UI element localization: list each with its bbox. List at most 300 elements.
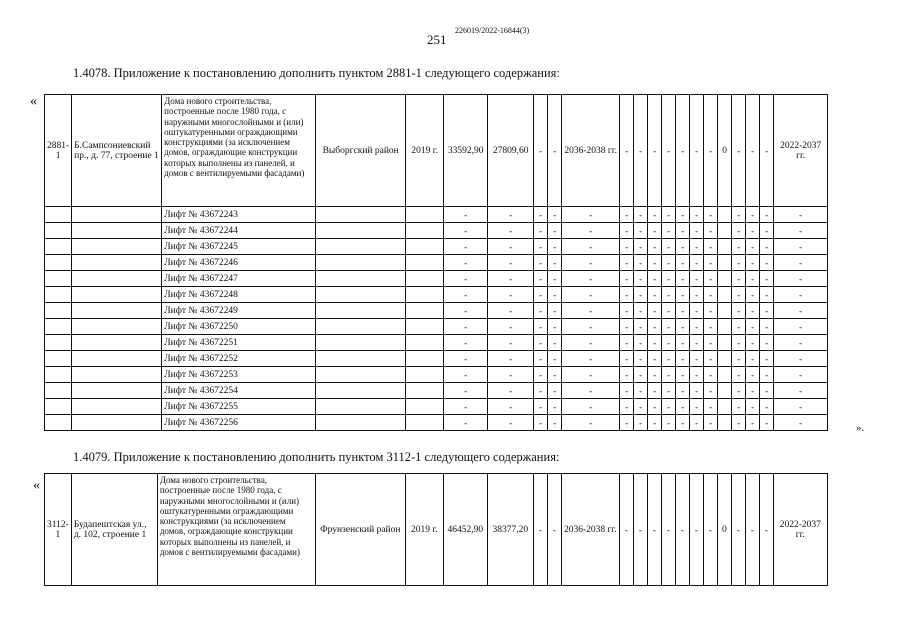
dash-cell: - — [620, 351, 634, 367]
dash-cell: - — [676, 367, 690, 383]
empty-cell — [45, 399, 72, 415]
dash-cell: - — [704, 367, 718, 383]
empty-cell — [406, 223, 444, 239]
area-living: 38377,20 — [487, 474, 533, 586]
dash-cell: - — [444, 239, 488, 255]
dash-cell: - — [746, 351, 760, 367]
dash-cell: - — [676, 303, 690, 319]
dash-cell: - — [774, 255, 828, 271]
dash-cell: - — [760, 319, 774, 335]
dash-cell: - — [690, 335, 704, 351]
dash-cell: - — [676, 223, 690, 239]
dash-cell: - — [562, 367, 620, 383]
dash-cell: - — [488, 271, 534, 287]
dash-cell: - — [620, 319, 634, 335]
lift-name: Лифт № 43672254 — [162, 383, 316, 399]
table-row-lift — [45, 239, 828, 255]
dash-cell: - — [619, 474, 633, 586]
dash-cell: - — [634, 223, 648, 239]
dash-cell: - — [690, 287, 704, 303]
dash-cell: - — [662, 95, 676, 207]
dash-cell: - — [732, 223, 746, 239]
dash-cell: - — [690, 415, 704, 431]
dash-cell: - — [774, 223, 828, 239]
dash-cell: - — [703, 474, 717, 586]
dash-cell: - — [634, 351, 648, 367]
empty-cell — [316, 367, 406, 383]
dash-cell: - — [488, 399, 534, 415]
row-number: 2881-1 — [45, 95, 72, 207]
empty-cell — [72, 271, 162, 287]
table-row-lift — [45, 223, 828, 239]
lift-name: Лифт № 43672256 — [162, 415, 316, 431]
dash-cell: - — [746, 399, 760, 415]
empty-cell — [718, 367, 732, 383]
empty-cell — [718, 415, 732, 431]
dash-cell: - — [444, 223, 488, 239]
dash-cell: - — [534, 303, 548, 319]
dash-cell: - — [444, 287, 488, 303]
dash-cell: - — [760, 207, 774, 223]
dash-cell: - — [746, 207, 760, 223]
dash-cell: - — [746, 239, 760, 255]
empty-cell — [316, 399, 406, 415]
dash-cell: - — [620, 255, 634, 271]
dash-cell: - — [662, 335, 676, 351]
dash-cell: - — [690, 399, 704, 415]
dash-cell: - — [444, 255, 488, 271]
dash-cell: - — [690, 95, 704, 207]
dash-cell: - — [444, 383, 488, 399]
empty-cell — [718, 351, 732, 367]
dash-cell: - — [704, 239, 718, 255]
table-row-lift — [45, 351, 828, 367]
dash-cell: - — [620, 95, 634, 207]
dash-cell: - — [690, 319, 704, 335]
dash-cell: - — [648, 95, 662, 207]
dash-cell: - — [634, 383, 648, 399]
empty-cell — [72, 207, 162, 223]
dash-cell: - — [760, 415, 774, 431]
dash-cell: - — [760, 303, 774, 319]
dash-cell: - — [704, 319, 718, 335]
dash-cell: - — [732, 415, 746, 431]
empty-cell — [406, 399, 444, 415]
dash-cell: - — [774, 335, 828, 351]
dash-cell: - — [648, 287, 662, 303]
table-row-lift — [45, 255, 828, 271]
dash-cell: - — [704, 383, 718, 399]
dash-cell: - — [746, 319, 760, 335]
dash-cell: - — [488, 319, 534, 335]
table-row-main — [45, 474, 828, 586]
dash-cell: - — [548, 367, 562, 383]
dash-cell: - — [620, 207, 634, 223]
empty-cell — [406, 271, 444, 287]
empty-cell — [718, 255, 732, 271]
dash-cell: - — [690, 239, 704, 255]
dash-cell: - — [634, 303, 648, 319]
empty-cell — [45, 319, 72, 335]
empty-cell — [718, 271, 732, 287]
dash-cell: - — [746, 95, 760, 207]
empty-cell — [718, 319, 732, 335]
empty-cell — [406, 383, 444, 399]
table-row-lift — [45, 335, 828, 351]
empty-cell — [45, 367, 72, 383]
dash-cell: - — [534, 399, 548, 415]
dash-cell: - — [690, 255, 704, 271]
dash-cell: - — [534, 255, 548, 271]
dash-cell: - — [548, 207, 562, 223]
empty-cell — [316, 303, 406, 319]
dash-cell: - — [704, 255, 718, 271]
dash-cell: - — [732, 383, 746, 399]
lift-name: Лифт № 43672249 — [162, 303, 316, 319]
dash-cell: - — [620, 399, 634, 415]
lift-name: Лифт № 43672246 — [162, 255, 316, 271]
dash-cell: - — [648, 207, 662, 223]
dash-cell: - — [662, 351, 676, 367]
dash-cell: - — [562, 255, 620, 271]
dash-cell: - — [662, 367, 676, 383]
dash-cell: - — [676, 255, 690, 271]
dash-cell: - — [620, 239, 634, 255]
dash-cell: - — [620, 223, 634, 239]
empty-cell — [72, 367, 162, 383]
empty-cell — [45, 415, 72, 431]
empty-cell — [45, 271, 72, 287]
empty-cell — [316, 351, 406, 367]
dash-cell: - — [648, 255, 662, 271]
dash-cell: - — [662, 287, 676, 303]
dash-cell: - — [548, 255, 562, 271]
dash-cell: - — [774, 319, 828, 335]
table-row-lift — [45, 271, 828, 287]
empty-cell — [72, 335, 162, 351]
dash-cell: - — [760, 383, 774, 399]
lift-name: Лифт № 43672251 — [162, 335, 316, 351]
empty-cell — [45, 255, 72, 271]
dash-cell: - — [534, 415, 548, 431]
area-living: 27809,60 — [488, 95, 534, 207]
dash-cell: - — [732, 239, 746, 255]
lift-name: Лифт № 43672244 — [162, 223, 316, 239]
dash-cell: - — [732, 287, 746, 303]
dash-cell: - — [562, 383, 620, 399]
dash-cell: - — [548, 415, 562, 431]
empty-cell — [718, 303, 732, 319]
empty-cell — [406, 207, 444, 223]
dash-cell: - — [633, 474, 647, 586]
dash-cell: - — [704, 351, 718, 367]
empty-cell — [45, 287, 72, 303]
dash-cell: - — [634, 415, 648, 431]
dash-cell: - — [746, 303, 760, 319]
lift-name: Лифт № 43672252 — [162, 351, 316, 367]
lift-name: Лифт № 43672253 — [162, 367, 316, 383]
dash-cell: - — [562, 399, 620, 415]
table-row-lift — [45, 319, 828, 335]
dash-cell: - — [774, 287, 828, 303]
dash-cell: - — [760, 399, 774, 415]
dash-cell: - — [648, 239, 662, 255]
dash-cell: - — [648, 383, 662, 399]
empty-cell — [406, 303, 444, 319]
document-number: 226019/2022-16844(3) — [455, 26, 530, 35]
period: 2036-2038 гг. — [562, 95, 620, 207]
dash-cell: - — [548, 399, 562, 415]
address: Б.Сампсониевский пр., д. 77, строение 1 — [72, 95, 162, 207]
empty-cell — [72, 319, 162, 335]
dash-cell: - — [704, 287, 718, 303]
dash-cell: - — [634, 207, 648, 223]
close-quote-1: ». — [856, 422, 865, 434]
dash-cell: - — [760, 351, 774, 367]
dash-cell: - — [732, 335, 746, 351]
empty-cell — [316, 287, 406, 303]
dash-cell: - — [634, 319, 648, 335]
dash-cell: - — [444, 303, 488, 319]
dash-cell: - — [676, 335, 690, 351]
empty-cell — [72, 255, 162, 271]
dash-cell: - — [648, 303, 662, 319]
empty-cell — [316, 335, 406, 351]
empty-cell — [406, 319, 444, 335]
dash-cell: - — [731, 474, 745, 586]
dash-cell: - — [548, 239, 562, 255]
dash-cell: - — [760, 271, 774, 287]
year: 2019 г. — [405, 474, 443, 586]
dash-cell: - — [746, 255, 760, 271]
dash-cell: - — [760, 95, 774, 207]
lift-name: Лифт № 43672245 — [162, 239, 316, 255]
dash-cell: - — [444, 319, 488, 335]
area-total: 46452,90 — [443, 474, 487, 586]
dash-cell: - — [648, 367, 662, 383]
dash-cell: - — [562, 335, 620, 351]
lift-name: Лифт № 43672247 — [162, 271, 316, 287]
dash-cell: - — [534, 271, 548, 287]
plan-period: 2022-2037 гг. — [774, 95, 828, 207]
empty-cell — [316, 319, 406, 335]
dash-cell: - — [690, 303, 704, 319]
table-row-lift — [45, 287, 828, 303]
empty-cell — [718, 239, 732, 255]
plan-period: 2022-2037 гг. — [773, 474, 827, 586]
lift-name: Лифт № 43672243 — [162, 207, 316, 223]
dash-cell: - — [732, 399, 746, 415]
dash-cell: - — [634, 287, 648, 303]
dash-cell: - — [704, 335, 718, 351]
dash-cell: - — [634, 335, 648, 351]
dash-cell: - — [662, 303, 676, 319]
dash-cell: - — [620, 335, 634, 351]
dash-cell: - — [620, 415, 634, 431]
empty-cell — [316, 415, 406, 431]
dash-cell: - — [690, 271, 704, 287]
empty-cell — [406, 415, 444, 431]
dash-cell: - — [548, 303, 562, 319]
dash-cell: - — [662, 207, 676, 223]
open-quote-1: « — [30, 94, 37, 109]
dash-cell: - — [759, 474, 773, 586]
dash-cell: - — [690, 367, 704, 383]
dash-cell: - — [548, 335, 562, 351]
dash-cell: - — [774, 207, 828, 223]
district: Выборгский район — [316, 95, 406, 207]
table-3112-1 — [44, 473, 828, 586]
dash-cell: - — [488, 335, 534, 351]
dash-cell: - — [676, 207, 690, 223]
empty-cell — [45, 239, 72, 255]
empty-cell — [316, 271, 406, 287]
empty-cell — [316, 383, 406, 399]
dash-cell: - — [774, 303, 828, 319]
dash-cell: - — [704, 207, 718, 223]
period: 2036-2038 гг. — [561, 474, 619, 586]
empty-cell — [718, 207, 732, 223]
table-row-main — [45, 95, 828, 207]
dash-cell: - — [732, 95, 746, 207]
dash-cell: - — [634, 255, 648, 271]
dash-cell: - — [662, 223, 676, 239]
dash-cell: - — [562, 239, 620, 255]
empty-cell — [72, 303, 162, 319]
dash-cell: - — [648, 335, 662, 351]
dash-cell: - — [732, 367, 746, 383]
empty-cell — [718, 223, 732, 239]
dash-cell: - — [562, 271, 620, 287]
dash-cell: - — [534, 335, 548, 351]
dash-cell: - — [562, 351, 620, 367]
empty-cell — [718, 335, 732, 351]
empty-cell — [406, 367, 444, 383]
dash-cell: - — [690, 383, 704, 399]
dash-cell: - — [562, 223, 620, 239]
dash-cell: - — [648, 223, 662, 239]
dash-cell: - — [690, 207, 704, 223]
empty-cell — [72, 351, 162, 367]
dash-cell: - — [746, 415, 760, 431]
dash-cell: - — [534, 207, 548, 223]
table-row-lift — [45, 399, 828, 415]
dash-cell: - — [444, 335, 488, 351]
dash-cell: - — [548, 351, 562, 367]
dash-cell: - — [760, 239, 774, 255]
dash-cell: - — [732, 271, 746, 287]
dash-cell: - — [548, 319, 562, 335]
dash-cell: - — [620, 367, 634, 383]
dash-cell: - — [662, 319, 676, 335]
dash-cell: - — [488, 255, 534, 271]
empty-cell — [406, 239, 444, 255]
dash-cell: - — [746, 271, 760, 287]
dash-cell: - — [488, 367, 534, 383]
dash-cell: - — [704, 95, 718, 207]
dash-cell: - — [760, 367, 774, 383]
dash-cell: - — [534, 95, 548, 207]
dash-cell: - — [444, 271, 488, 287]
dash-cell: - — [746, 287, 760, 303]
dash-cell: - — [488, 415, 534, 431]
dash-cell: - — [760, 287, 774, 303]
dash-cell: - — [676, 287, 690, 303]
dash-cell: - — [662, 239, 676, 255]
dash-cell: - — [662, 383, 676, 399]
zero-cell: 0 — [717, 474, 731, 586]
dash-cell: - — [676, 271, 690, 287]
dash-cell: - — [533, 474, 547, 586]
dash-cell: - — [444, 367, 488, 383]
dash-cell: - — [676, 399, 690, 415]
empty-cell — [45, 207, 72, 223]
dash-cell: - — [534, 351, 548, 367]
dash-cell: - — [634, 367, 648, 383]
dash-cell: - — [562, 207, 620, 223]
dash-cell: - — [562, 287, 620, 303]
dash-cell: - — [760, 223, 774, 239]
empty-cell — [45, 351, 72, 367]
dash-cell: - — [732, 207, 746, 223]
dash-cell: - — [620, 383, 634, 399]
dash-cell: - — [648, 319, 662, 335]
row-number: 3112-1 — [45, 474, 72, 586]
dash-cell: - — [548, 287, 562, 303]
empty-cell — [72, 287, 162, 303]
dash-cell: - — [704, 223, 718, 239]
table-row-lift — [45, 415, 828, 431]
lift-name: Лифт № 43672248 — [162, 287, 316, 303]
dash-cell: - — [760, 335, 774, 351]
dash-cell: - — [676, 95, 690, 207]
table-row-lift — [45, 303, 828, 319]
dash-cell: - — [634, 239, 648, 255]
dash-cell: - — [444, 351, 488, 367]
dash-cell: - — [774, 351, 828, 367]
dash-cell: - — [562, 415, 620, 431]
dash-cell: - — [534, 367, 548, 383]
empty-cell — [316, 223, 406, 239]
district: Фрунзенский район — [315, 474, 405, 586]
dash-cell: - — [662, 271, 676, 287]
table-row-lift — [45, 367, 828, 383]
dash-cell: - — [675, 474, 689, 586]
page-number: 251 — [427, 32, 447, 47]
empty-cell — [45, 303, 72, 319]
area-total: 33592,90 — [444, 95, 488, 207]
dash-cell: - — [746, 383, 760, 399]
dash-cell: - — [690, 351, 704, 367]
year: 2019 г. — [406, 95, 444, 207]
dash-cell: - — [774, 239, 828, 255]
dash-cell: - — [548, 223, 562, 239]
empty-cell — [406, 351, 444, 367]
dash-cell: - — [562, 303, 620, 319]
dash-cell: - — [662, 415, 676, 431]
dash-cell: - — [676, 415, 690, 431]
dash-cell: - — [704, 271, 718, 287]
dash-cell: - — [774, 367, 828, 383]
dash-cell: - — [746, 223, 760, 239]
table-2881-1 — [44, 94, 828, 431]
dash-cell: - — [548, 95, 562, 207]
dash-cell: - — [488, 223, 534, 239]
empty-cell — [406, 335, 444, 351]
dash-cell: - — [534, 383, 548, 399]
dash-cell: - — [620, 287, 634, 303]
dash-cell: - — [732, 303, 746, 319]
